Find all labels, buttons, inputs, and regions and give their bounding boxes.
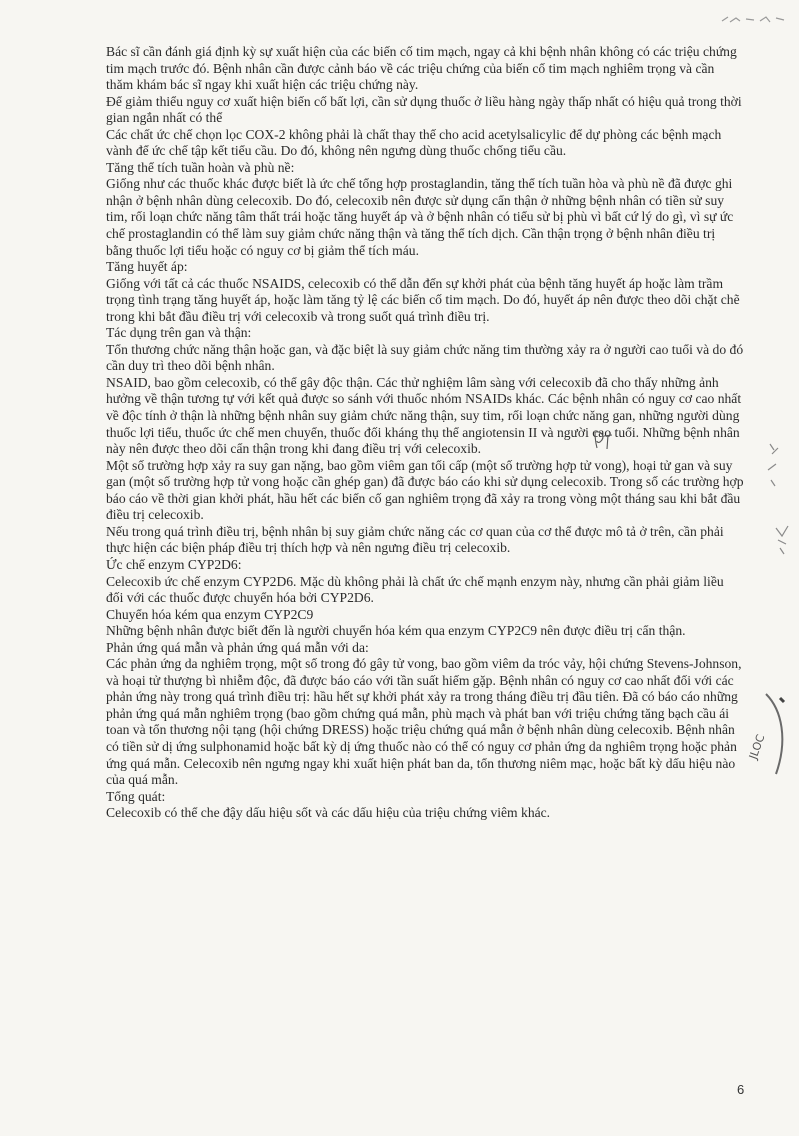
paragraph-general: Celecoxib có thể che đậy dấu hiệu sốt và các dấu hiệu của triệu chứng viêm khác. [106,805,551,821]
paragraph-lowest-dose: Để giảm thiểu nguy cơ xuất hiện biến cố bất lợi, cần sử dụng thuốc ở liều hàng ngày thấp nhất có hiệu quả trong thời gian ngắn nhất có thể [106,93,742,126]
paragraph-discontinue-treatment: Nếu trong quá trình điều trị, bệnh nhân bị suy giảm chức năng các cơ quan của cơ thể được mô tả ở trên, cần phải thực hiện các biện pháp điều trị thích hợp và nên ngưng điều trị celecoxib. [106,523,724,556]
paragraph-cardiovascular-monitoring: Bác sĩ cần đánh giá định kỳ sự xuất hiện của các biến cố tim mạch, ngay cả khi bệnh nhân không có các triệu chứng tim mạch trước đó. Bệnh nhân cần được cảnh báo về các triệu chứng của biến cố tim mạch nghiêm trọng và cần thăm khám bác sĩ ngay khi xuất hiện các triệu chứng này. [106,44,737,93]
margin-scan-marks [762,440,796,560]
heading-hepatic-renal-effects: Tác dụng trên gan và thận: [106,325,252,341]
heading-cyp2d6-inhibition: Ức chế enzym CYP2D6: [106,556,242,572]
paragraph-hypertension: Giống với tất cả các thuốc NSAIDS, celecoxib có thể dẫn đến sự khởi phát của bệnh tăng huyết áp hoặc làm trầm trọng tình trạng tăng huyết áp, hoặc làm tăng tỷ lệ các biến cố tim mạch. Do đó, huyết áp nên được theo dõi chặt chẽ trong khi bắt đầu điều trị với celecoxib và trong suốt quá trình điều trị. [106,275,740,324]
document-body [106,44,744,822]
heading-cyp2c9-poor-metabolizers: Chuyển hóa kém qua enzym CYP2C9 [106,606,314,622]
paragraph-cyp2d6-inhibition: Celecoxib ức chế enzym CYP2D6. Mặc dù không phải là chất ức chế mạnh enzym này, nhưng cần phải giảm liều đối với các thuốc được chuyển hóa bởi CYP2D6. [106,573,724,606]
svg-text:JLOC: JLOC [746,732,768,762]
stamp-edge [742,690,798,780]
handwritten-initial [592,428,614,452]
page-number: 6 [737,1082,745,1097]
heading-fluid-retention-edema: Tăng thể tích tuần hoàn và phù nề: [106,159,295,175]
paragraph-hypersensitivity-skin: Các phản ứng da nghiêm trọng, một số trong đó gây tử vong, bao gồm viêm da tróc vảy, hội chứng Stevens-Johnson, và hoại tử thượng bì nhiễm độc, đã được báo cáo với tần suất hiếm gặp. Bệnh nhân có nguy cơ cao nhất đối với các phản ứng này trong quá trình điều trị: hầu hết sự khởi phát xảy ra trong tháng điều trị đầu tiên. Đã có báo cáo những phản ứng quá mẫn nghiêm trọng (bao gồm chứng quá mẫn, phù mạch và phát ban với triệu chứng tăng bạch cầu ái toan và tổn thương nội tạng (hội chứng DRESS) hoặc triệu chứng quá mẫn ở bệnh nhân dùng celecoxib. Bệnh nhân có tiền sử dị ứng sulphonamid hoặc bất kỳ dị ứng thuốc nào có thể có nguy cơ phản ứng da nghiêm trọng hoặc phản ứng quá mẫn. Celecoxib nên ngưng ngay khi xuất hiện phát ban da, tổn thương niêm mạc, hoặc bất kỳ dấu hiệu nào của quá mẫn. [106,656,742,788]
heading-hypersensitivity-skin: Phản ứng quá mẫn và phản ứng quá mẫn với da: [106,639,369,655]
heading-general: Tổng quát: [106,788,166,804]
paragraph-nsaid-renal-toxicity: NSAID, bao gồm celecoxib, có thể gây độc thận. Các thử nghiệm lâm sàng với celecoxib đã cho thấy những ảnh hưởng về thận tương tự với kết quả được so sánh với thuốc nhóm NSAIDs khác. Các bệnh nhân có nguy cơ cao nhất về độc tính ở thận là những bệnh nhân suy giảm chức năng thận, suy tim, rối loạn chức năng gan, những người dùng thuốc lợi tiểu, thuốc ức chế men chuyển, thuốc đối kháng thụ thể angiotensin II và người cao tuổi. Những bệnh nhân này nên được theo dõi cẩn thận trong khi đang điều trị với celecoxib. [106,374,742,457]
heading-hypertension: Tăng huyết áp: [106,259,188,275]
paragraph-cyp2c9-poor-metabolizers: Những bệnh nhân được biết đến là người chuyển hóa kém qua enzym CYP2C9 nên được điều trị cẩn thận. [106,623,686,639]
paragraph-cox2-not-substitute: Các chất ức chế chọn lọc COX-2 không phải là chất thay thế cho acid acetylsalicylic để dự phòng các bệnh mạch vành để ức chế tập kết tiểu cầu. Do đó, không nên ngưng dùng thuốc chống tiểu cầu. [106,126,722,159]
paragraph-hepatic-failure: Một số trường hợp xảy ra suy gan nặng, bao gồm viêm gan tối cấp (một số trường hợp tử vong), hoại tử gan và suy gan (một số trường hợp tử vong hoặc cần ghép gan) đã được báo cáo khi sử dụng celecoxib. Trong số các trường hợp báo cáo về thời gian khởi phát, hầu hết các biến cố gan nghiêm trọng đã xảy ra trong vòng một tháng sau khi bắt đầu điều trị celecoxib. [106,457,744,523]
scan-mark-top [718,12,788,28]
paragraph-fluid-retention-edema: Giống như các thuốc khác được biết là ức chế tổng hợp prostaglandin, tăng thể tích tuần hòa và phù nề đã được ghi nhận ở bệnh nhân dùng celecoxib. Do đó, celecoxib nên được sử dụng cẩn thận ở những bệnh nhân có tiền sử suy tim, rối loạn chức năng tâm thất trái hoặc tăng huyết áp và ở bệnh nhân có tiểu sử bị phù vì bất cứ lý do gì, vì sự ức chế prostaglandin có thể làm suy giảm chức năng thận và tăng thể tích dịch. Cần thận trọng ở bệnh nhân điều trị bằng thuốc lợi tiểu hoặc có nguy cơ bị giảm thể tích máu. [106,176,734,258]
paragraph-elderly-renal-hepatic: Tổn thương chức năng thận hoặc gan, và đặc biệt là suy giảm chức năng tim thường xảy ra ở người cao tuổi và do đó cần duy trì theo dõi bệnh nhân. [106,341,744,374]
